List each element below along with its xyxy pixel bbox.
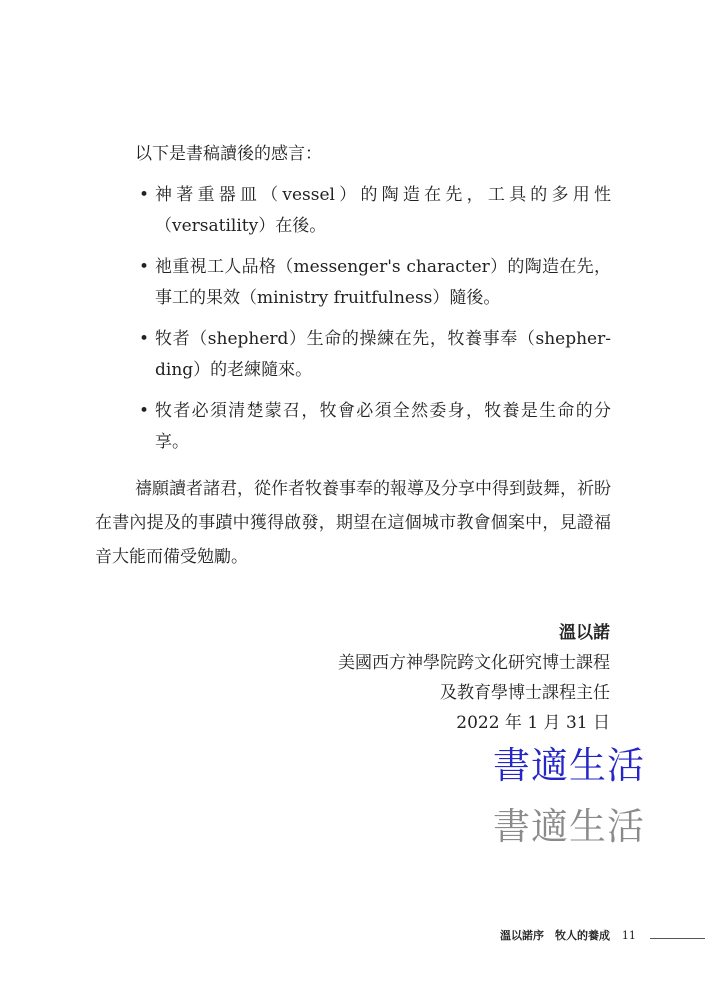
- intro-text: 以下是書稿讀後的感言：: [135, 144, 322, 164]
- bullet-marker: •: [139, 185, 150, 205]
- bullet-item: [135, 324, 611, 386]
- bullet-text: 牧者必須清楚蒙召，牧會必須全然委身，牧養是生命的分享。: [155, 401, 611, 452]
- bullet-marker: •: [139, 257, 150, 277]
- footer-divider: [650, 938, 705, 939]
- bullet-marker: •: [139, 329, 150, 349]
- bullet-item: [135, 396, 611, 458]
- brand-watermark-gray: 書適生活: [493, 805, 645, 848]
- signature-date: 2022 年 1 月 31 日: [456, 713, 610, 733]
- author-title-line-1: 美國西方神學院跨文化研究博士課程: [338, 653, 610, 673]
- bullet-text: 牧者（shepherd）生命的操練在先，牧養事奉（shepher-ding）的老練隨來。: [155, 329, 611, 380]
- running-title: 溫以諾序 牧人的養成: [500, 929, 610, 942]
- bullet-item: [135, 180, 611, 242]
- author-name: 溫以諾: [559, 623, 610, 643]
- brand-watermark-blue: 書適生活: [493, 744, 645, 787]
- author-title-line-2: 及教育學博士課程主任: [440, 683, 610, 703]
- page-number: 11: [621, 929, 636, 942]
- bullet-marker: •: [139, 401, 150, 421]
- bullet-text: 祂重視工人品格（messenger's character）的陶造在先，事工的果效（ministry fruitfulness）隨後。: [155, 257, 611, 308]
- signature-block: [338, 618, 610, 738]
- page-footer: [500, 928, 636, 944]
- bullet-list: [135, 180, 611, 468]
- bullet-item: [135, 252, 611, 314]
- closing-paragraph: 禱願讀者諸君，從作者牧養事奉的報導及分享中得到鼓舞，祈盼在書內提及的事蹟中獲得啟發，期望在這個城市教會個案中，見證福音大能而備受勉勵。: [95, 479, 611, 567]
- bullet-text: 神著重器皿（vessel）的陶造在先，工具的多用性（versatility）在後。: [155, 185, 611, 236]
